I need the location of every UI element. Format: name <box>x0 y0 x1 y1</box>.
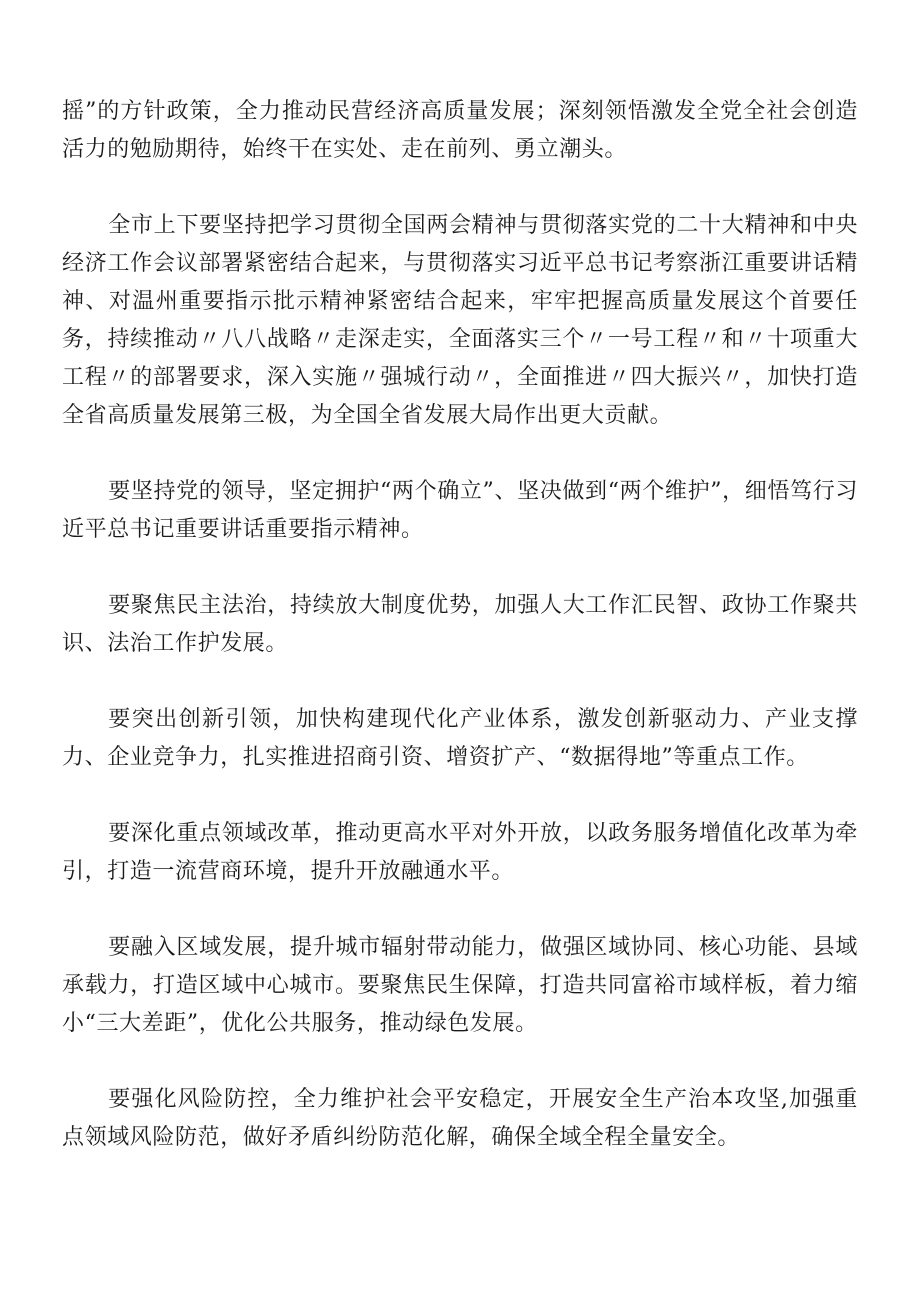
paragraph-democracy-rule-of-law: 要聚焦民主法治，持续放大制度优势，加强人大工作汇民智、政协工作聚共识、法治工作护发展。 <box>62 593 858 656</box>
document-body <box>62 93 858 1195</box>
paragraph-continuation: 摇”的方针政策，全力推动民营经济高质量发展；深刻领悟激发全党全社会创造活力的勉励期待，始终干在实处、走在前列、勇立潮头。 <box>62 99 858 162</box>
paragraph-innovation: 要突出创新引领，加快构建现代化产业体系，激发创新驱动力、产业支撑力、企业竞争力，扎实推进招商引资、增资扩产、“数据得地”等重点工作。 <box>62 707 858 770</box>
paragraph-city-tasks: 全市上下要坚持把学习贯彻全国两会精神与贯彻落实党的二十大精神和中央经济工作会议部署紧密结合起来，与贯彻落实习近平总书记考察浙江重要讲话精神、对温州重要指示批示精神紧密结合起来，牢牢把握高质量发展这个首要任务，持续推动〃八八战略〃走深走实，全面落实三个〃一号工程〃和〃十项重大工程〃的部署要求，深入实施〃强城行动〃，全面推进〃四大振兴〃，加快打造全省高质量发展第三极，为全国全省发展大局作出更大贡献。 <box>62 213 858 428</box>
paragraph-reform-opening: 要深化重点领域改革，推动更高水平对外开放，以政务服务增值化改革为牵引，打造一流营商环境，提升开放融通水平。 <box>62 821 858 884</box>
paragraph-party-leadership: 要坚持党的领导，坚定拥护“两个确立”、坚决做到“两个维护”，细悟笃行习近平总书记重要讲话重要指示精神。 <box>62 479 858 542</box>
paragraph-regional-development: 要融入区域发展，提升城市辐射带动能力，做强区域协同、核心功能、县域承载力，打造区域中心城市。要聚焦民生保障，打造共同富裕市域样板，着力缩小“三大差距”，优化公共服务，推动绿色发展。 <box>62 935 858 1036</box>
paragraph-risk-control: 要强化风险防控，全力维护社会平安稳定，开展安全生产治本攻坚,加强重点领域风险防范，做好矛盾纠纷防范化解，确保全域全程全量安全。 <box>62 1087 858 1150</box>
